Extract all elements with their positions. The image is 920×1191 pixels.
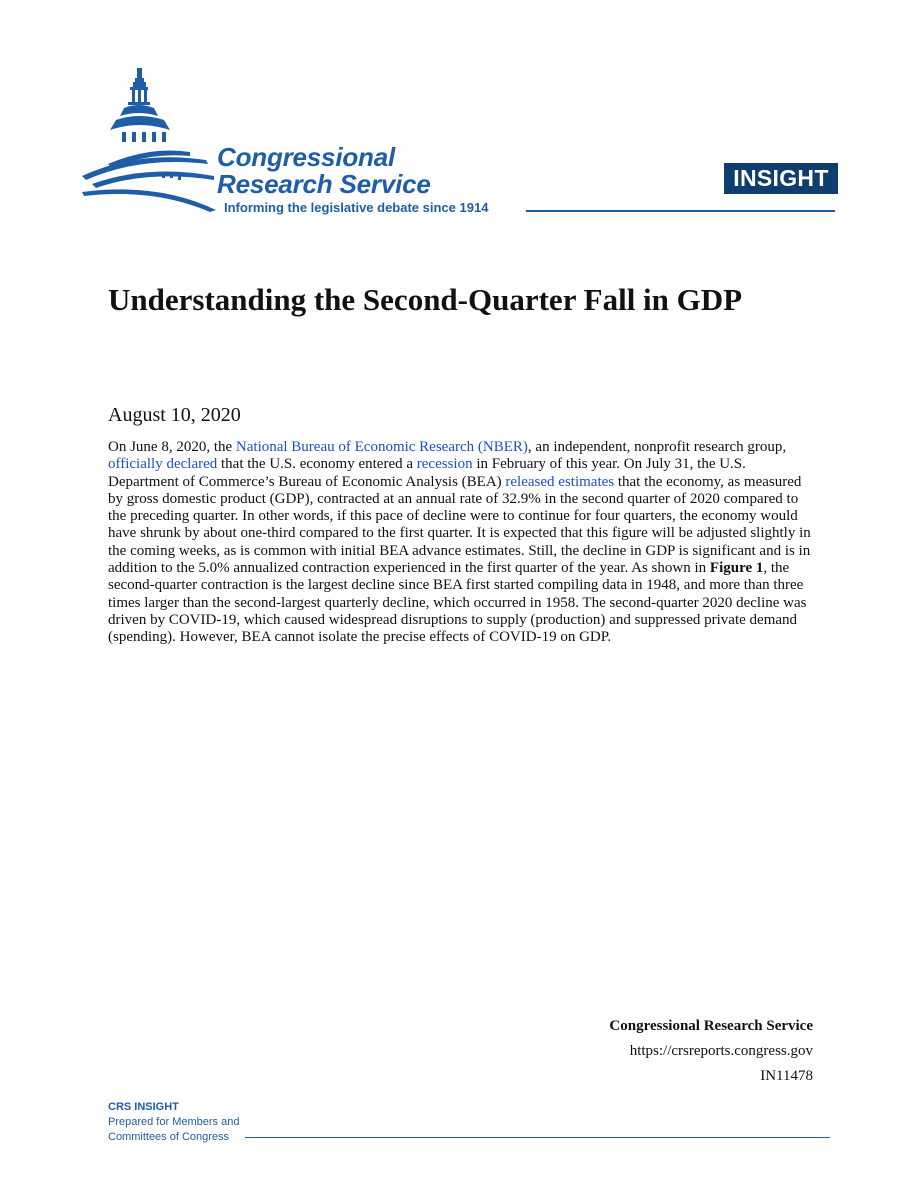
body-text-run: that the U.S. economy entered a: [217, 456, 417, 473]
footer-org-name: Congressional Research Service: [609, 1018, 813, 1034]
insight-badge: INSIGHT: [724, 163, 838, 194]
body-text-run: , the second-quarter contraction is the largest decline since BEA first started compiling data in 1948, and more than three times larger than the second-largest quarterly decline, which occurred in 1958. The second-quarter 2020 decline was driven by COVID-19, which caused widespread disruptions to supply (production) and suppressed private demand (spending). However, BEA cannot isolate the precise effects of COVID-19 on GDP.: [108, 560, 807, 646]
footer-url: https://crsreports.congress.gov: [629, 1043, 813, 1059]
body-paragraph: [108, 439, 816, 647]
crs-wordmark: [217, 144, 431, 198]
report-id: IN11478: [760, 1068, 813, 1084]
figure-reference: Figure 1: [709, 560, 764, 577]
page-title: Understanding the Second-Quarter Fall in GDP: [108, 282, 743, 317]
crs-name-line1: Congressional: [217, 142, 395, 172]
nber-link[interactable]: National Bureau of Economic Research (NBER): [235, 439, 528, 455]
body-text-run: , an independent, nonprofit research group,: [527, 439, 787, 455]
capitol-dome-icon: [78, 64, 218, 214]
body-text-run: in February of this year. On July 31, the U.S. Department of Commerce’s Bureau of Economic Analysis (BEA): [108, 456, 746, 490]
page-header: [0, 0, 920, 230]
prepared-for-line1: Prepared for Members and: [108, 1116, 240, 1128]
crs-name-line2: Research Service: [217, 169, 431, 199]
body-text-run: On June 8, 2020, the: [108, 439, 236, 455]
report-info: [560, 1014, 813, 1089]
footer-divider: [245, 1137, 830, 1138]
recession-link[interactable]: recession: [416, 456, 473, 473]
released-estimates-link[interactable]: released estimates: [505, 473, 615, 490]
crs-footer: [108, 1100, 239, 1145]
header-divider: [526, 210, 835, 212]
body-text-run: that the economy, as measured by gross domestic product (GDP), contracted at an annual rate of 32.9% in the second quarter of 2020 compared to the preceding quarter. In other words, if this pace of decline were to continue for four quarters, the economy would have shrunk by about one-third compared to the first quarter. It is expected that this figure will be adjusted slightly in the coming weeks, as is common with initial BEA advance estimates. Still, the decline in GDP is significant and is in addition to the 5.0% annualized contraction experienced in the first quarter of the year. As shown in: [108, 473, 811, 577]
crs-insight-label: CRS INSIGHT: [108, 1101, 179, 1113]
prepared-for-line2: Committees of Congress: [108, 1131, 230, 1143]
publication-date: August 10, 2020: [108, 404, 241, 426]
crs-tagline: Informing the legislative debate since 1914: [224, 200, 489, 215]
officially-declared-link[interactable]: officially declared: [108, 456, 218, 473]
